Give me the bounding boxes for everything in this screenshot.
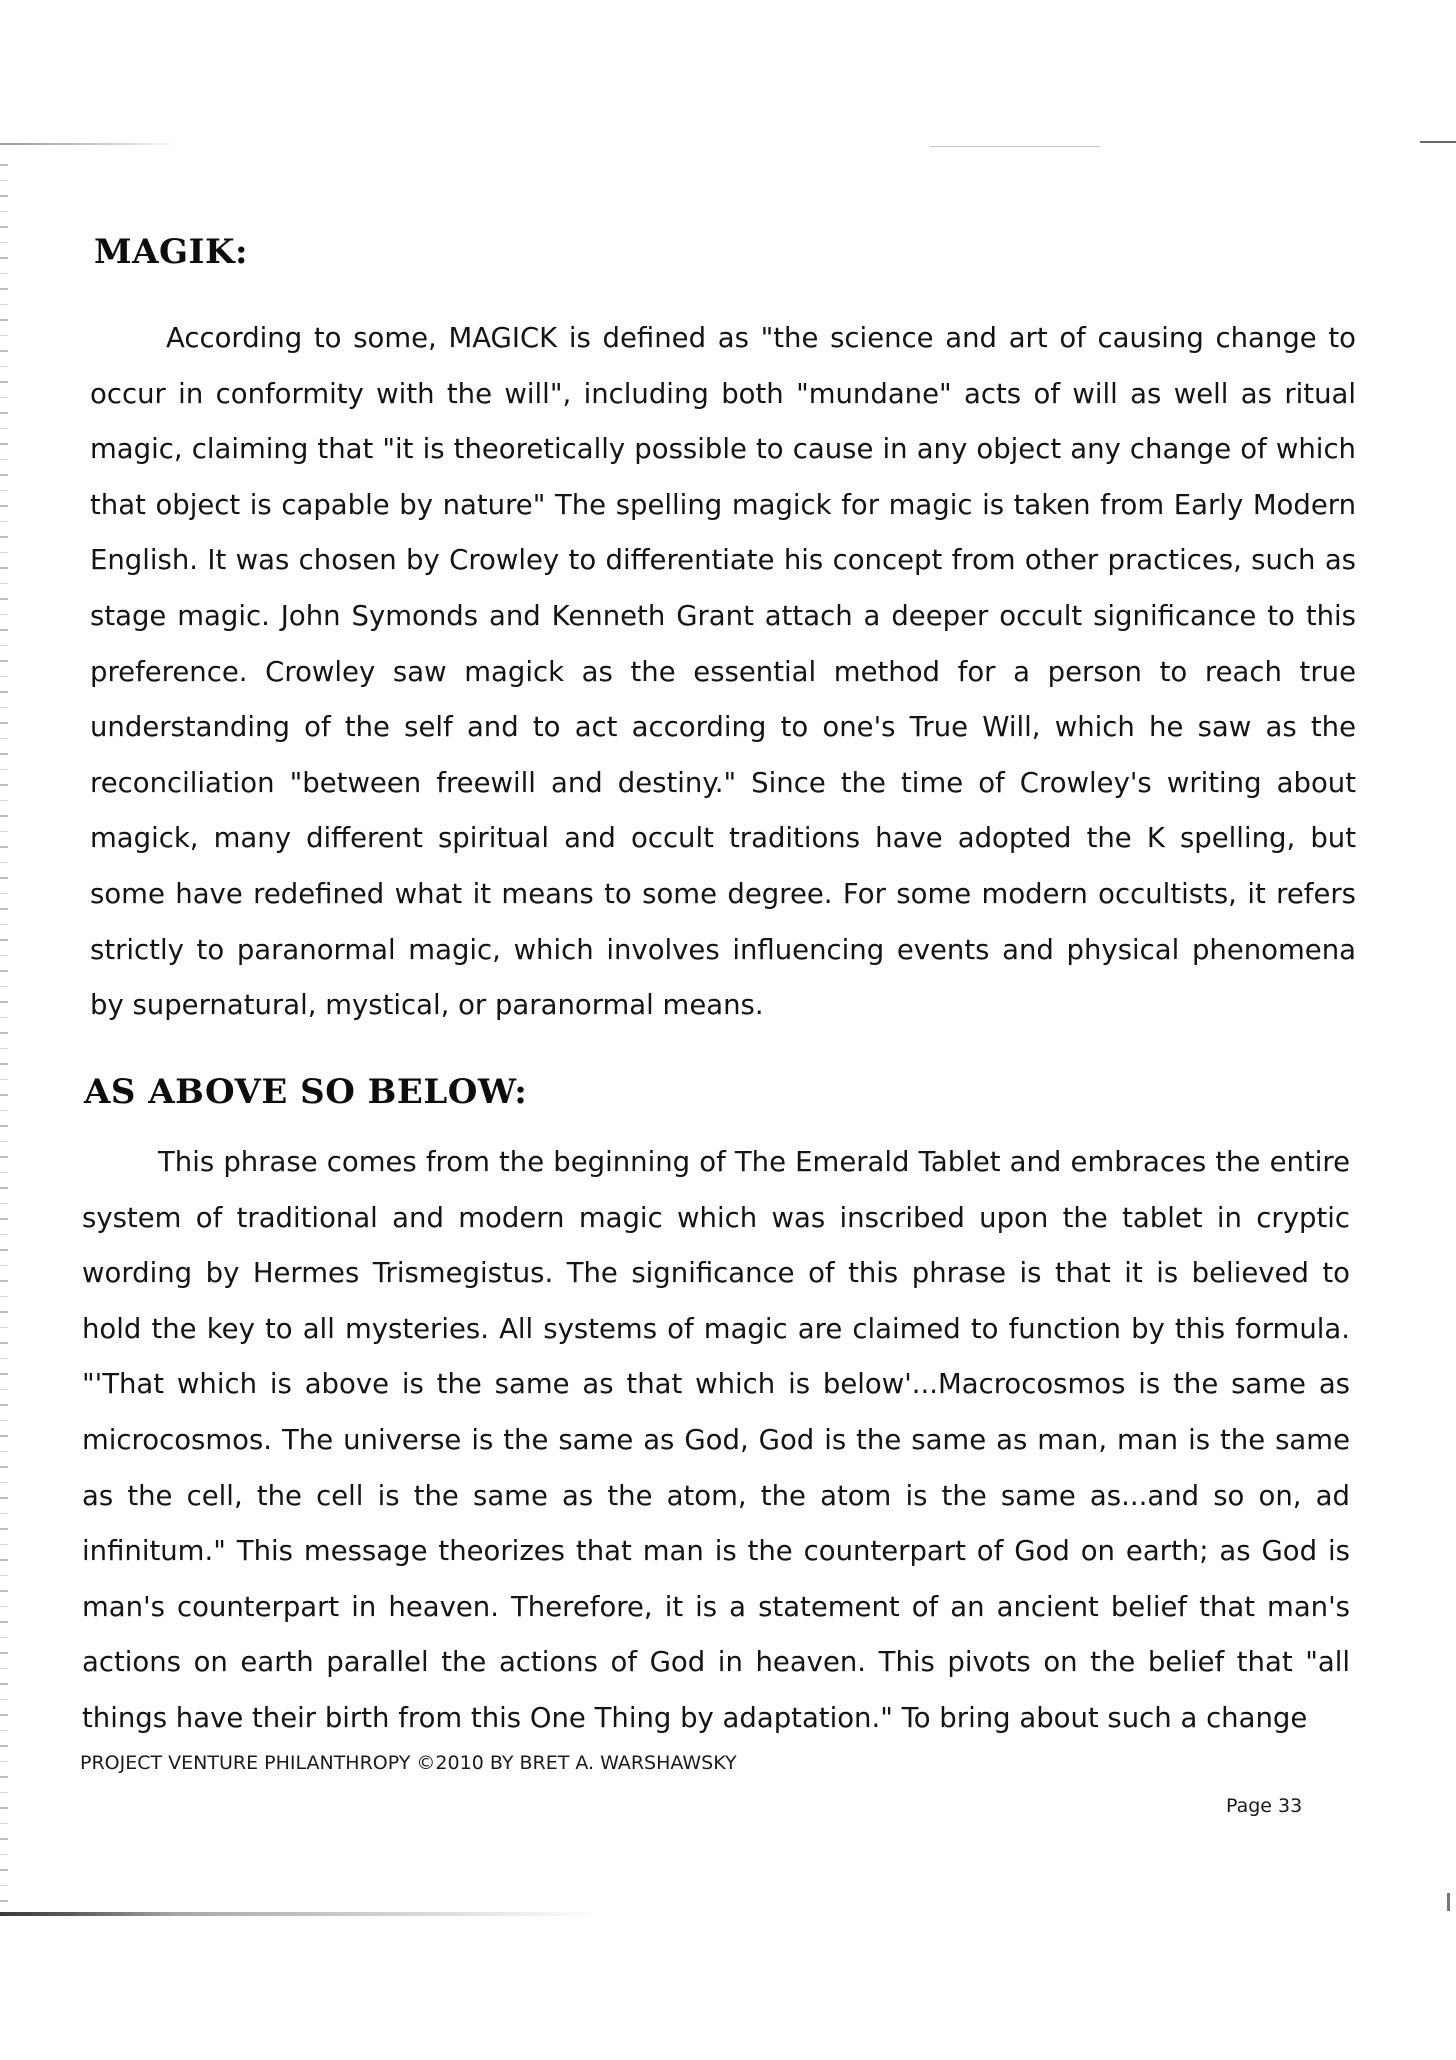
section-heading-as-above-so-below: AS ABOVE SO BELOW: — [84, 1072, 528, 1112]
scan-artifact-left-edge — [0, 150, 8, 1910]
scan-artifact-top-left — [0, 143, 180, 145]
footer-copyright: PROJECT VENTURE PHILANTHROPY ©2010 BY BRET A. WARSHAWSKY — [80, 1752, 737, 1774]
page-number: Page 33 — [1226, 1795, 1303, 1817]
scan-artifact-bottom-right — [1447, 1893, 1450, 1911]
scan-artifact-bottom — [0, 1912, 600, 1916]
section-body-as-above-so-below: This phrase comes from the beginning of The Emerald Tablet and embraces the entire system of traditional and modern magic which was inscribed upon the tablet in cryptic wording by Hermes Trismegistus. The significance of this phrase is that it is believed to hold the key to all mysteries. All systems of magic are claimed to function by this formula. "'That which is above is the same as that which is below'...Macrocosmos is the same as microcosmos. The universe is the same as God, God is the same as man, man is the same as the cell, the cell is the same as the atom, the atom is the same as...and so on, ad infinitum." This message theorizes that man is the counterpart of God on earth; as God is man's counterpart in heaven. Therefore, it is a statement of an ancient belief that man's actions on earth parallel the actions of God in heaven. This pivots on the belief that "all things have their birth from this One Thing by adaptation." To bring about such a change — [82, 1146, 1350, 1734]
section-body-magik: According to some, MAGICK is defined as "the science and art of causing change to occur in conformity with the will", including both "mundane" acts of will as well as ritual magic, claiming that "it is theoretically possible to cause in any object any change of which that object is capable by nature" The spelling magick for magic is taken from Early Modern English. It was chosen by Crowley to differentiate his concept from other practices, such as stage magic. John Symonds and Kenneth Grant attach a deeper occult significance to this preference. Crowley saw magick as the essential method for a person to reach true understanding of the self and to act according to one's True Will, which he saw as the reconciliation "between freewill and destiny." Since the time of Crowley's writing about magick, many different spiritual and occult traditions have adopted the K spelling, but some have redefined what it means to some degree. For some modern occultists, it refers strictly to paranormal magic, which involves influencing events and physical phenomena by supernatural, mystical, or paranormal means. — [90, 322, 1356, 1022]
scan-artifact-top-center — [930, 146, 1100, 147]
section-heading-magik: MAGIK: — [94, 232, 249, 272]
scan-artifact-top-right — [1420, 141, 1456, 143]
